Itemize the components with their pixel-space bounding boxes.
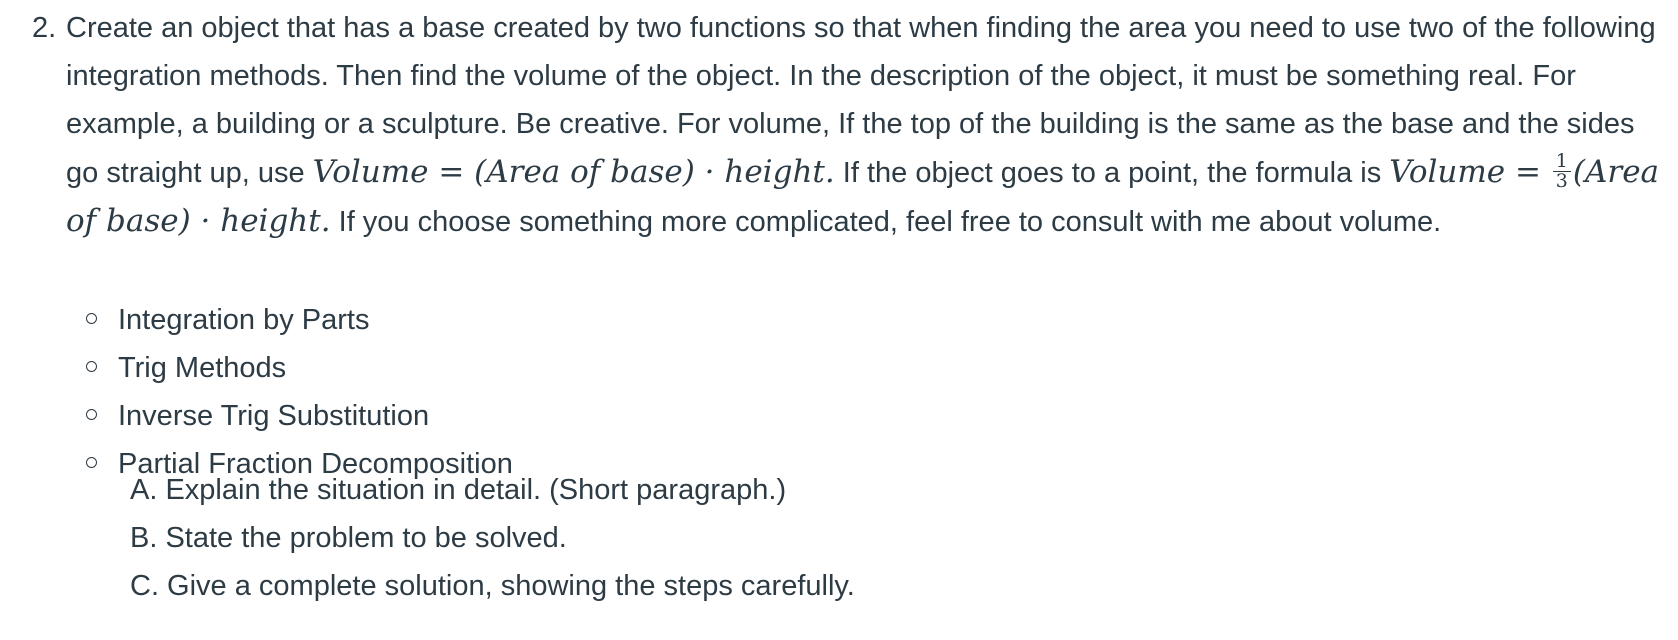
fraction-denominator: 3 [1555,170,1568,192]
question-intro-text: Create an object that has a base created by two functions so that when finding the area you need to use two of the following integration methods. Then find the volume of the object. In the description of the object, it must be something real. For example, a building or a sculpture. Be creative. For volume, If the top of the building is the same as the base and the sides go straight up, use [66,12,1656,189]
question-closing-text: If you choose something more complicated, feel free to consult with me about volume. [330,206,1442,238]
circle-bullet-icon [86,313,97,324]
method-label: Partial Fraction Decomposition [118,448,513,480]
question-text [66,4,1668,246]
circle-bullet-icon [86,409,97,420]
circle-bullet-icon [86,457,97,468]
method-label: Integration by Parts [118,304,370,336]
formula-pyramid-rhs: (Area of base) · height. [66,154,1660,239]
question-middle-text: If the object goes to a point, the formula is [834,157,1390,189]
integration-methods-list [82,296,513,488]
fraction-numerator: 1 [1553,152,1571,172]
task-part-c: C. Give a complete solution, showing the steps carefully. [130,570,855,602]
question-2 [32,4,1668,246]
method-label: Inverse Trig Substitution [118,400,430,432]
list-item [82,392,513,440]
task-part-b: B. State the problem to be solved. [130,522,567,554]
list-item [82,296,513,344]
method-label: Trig Methods [118,352,287,384]
volume-formula-prism: Volume = (Area of base) · height. [312,154,835,190]
circle-bullet-icon [86,361,97,372]
one-third-fraction [1553,152,1571,191]
task-parts-list [130,466,855,610]
question-number: 2. [32,12,57,44]
task-part-a: A. Explain the situation in detail. (Short paragraph.) [130,474,787,506]
formula-pyramid-lhs: Volume = [1389,154,1551,190]
list-item [82,344,513,392]
